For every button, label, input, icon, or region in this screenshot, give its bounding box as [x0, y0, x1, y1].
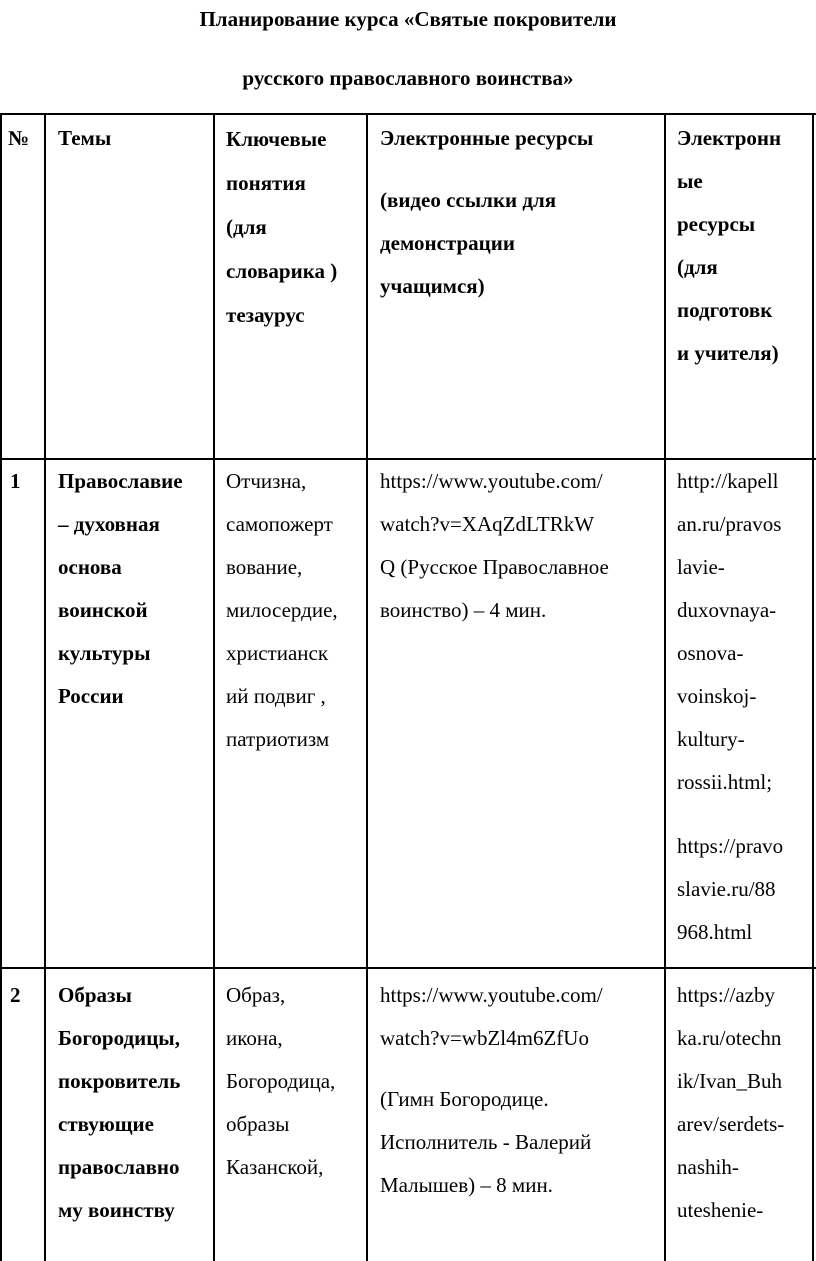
table-border-col0	[0, 113, 2, 1261]
row1-topic: Православие – духовная основа воинской культуры России	[58, 469, 183, 708]
header-student-resources-note: (видео ссылки для демонстрации учащимся)	[380, 188, 557, 298]
table-border-col2	[213, 113, 215, 1261]
row1-student-resources: https://www.youtube.com/ watch?v=XAqZdLTRkW Q (Русское Православное воинство) – 4 мин.	[380, 469, 609, 622]
header-topic: Темы	[58, 126, 112, 150]
header-student-resources-title: Электронные ресурсы	[380, 126, 594, 150]
row2-topic: Образы Богородицы, покровитель ствующие православно му воинству	[58, 983, 181, 1222]
row2-student-resources-1: https://www.youtube.com/ watch?v=wbZl4m6ZfUo	[380, 983, 603, 1050]
table-border-top	[0, 113, 816, 115]
row2-num: 2	[10, 983, 21, 1007]
row2-teacher-resources: https://azby ka.ru/otechn ik/Ivan_Buh arev/serdets- nashih- uteshenie-	[677, 983, 785, 1222]
row1-concepts: Отчизна, самопожерт вование, милосердие, христианск ий подвиг , патриотизм	[226, 469, 338, 751]
header-num: №	[8, 126, 30, 150]
row2-student-resources-2: (Гимн Богородице. Исполнитель - Валерий Малышев) – 8 мин.	[380, 1087, 592, 1197]
document-title-line-2: русского православного воинства»	[242, 66, 574, 90]
header-teacher-resources: Электронн ые ресурсы (для подготовк и учителя)	[677, 126, 782, 365]
row1-teacher-resources-1: http://kapell an.ru/pravos lavie- duxovnaya- osnova- voinskoj- kultury- rossii.html;	[677, 469, 782, 794]
document-title-line-1: Планирование курса «Святые покровители	[199, 7, 617, 31]
table-border-row2	[0, 967, 816, 969]
table-border-col5	[812, 113, 814, 1261]
table-border-col4	[664, 113, 666, 1261]
header-concepts: Ключевые понятия (для словарика ) тезаурус	[226, 127, 338, 327]
row1-num: 1	[10, 469, 21, 493]
row1-teacher-resources-2: https://pravo slavie.ru/88 968.html	[677, 834, 784, 944]
table-border-col1	[44, 113, 46, 1261]
row2-concepts: Образ, икона, Богородица, образы Казанской,	[226, 983, 336, 1179]
table-border-col3	[366, 113, 368, 1261]
